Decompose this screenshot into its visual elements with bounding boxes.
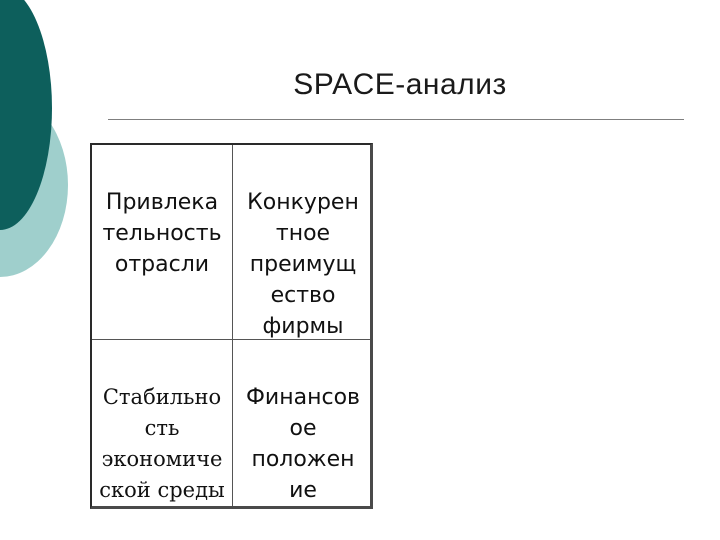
cell-environmental-stability: Стабильно сть экономиче ской среды [99,385,225,502]
decorative-circles [0,0,90,300]
title-divider [108,119,684,120]
matrix-vertical-divider [232,145,233,506]
cell-competitive-advantage: Конкурен тное преимущ ество фирмы [247,190,359,339]
cell-financial-position: Финансов ое положен ие [245,385,360,503]
space-matrix [90,143,373,509]
cell-industry-attractiveness: Привлека тельность отрасли [102,190,222,277]
slide-title: SPACE-анализ [293,68,507,101]
